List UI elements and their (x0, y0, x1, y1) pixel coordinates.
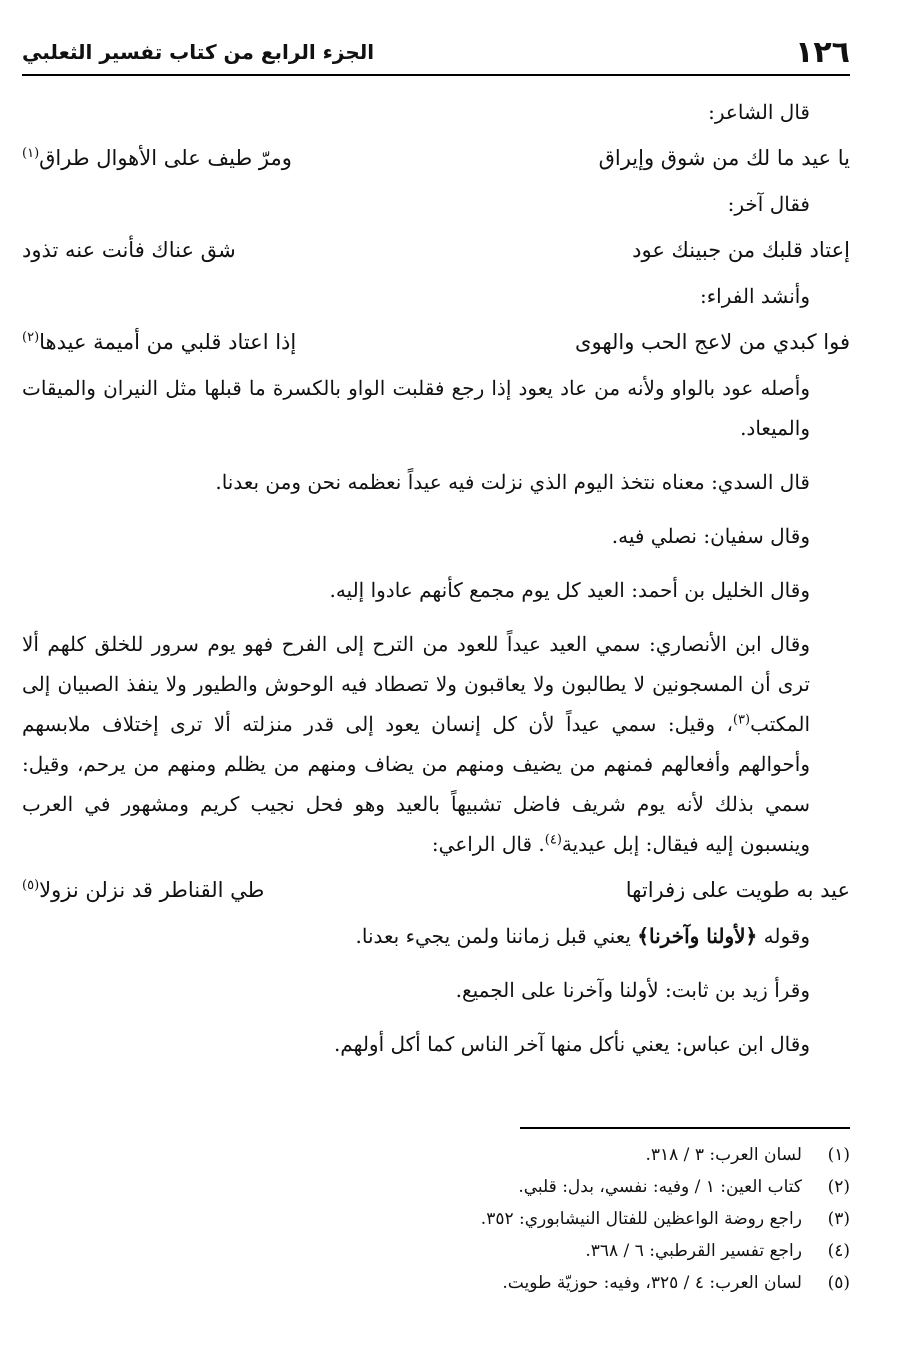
verse-intro: فقال آخر: (727, 192, 810, 216)
footnote-ref: (٥) (22, 878, 40, 893)
paragraph: وأصله عود بالواو ولأنه من عاد يعود إذا رجع فقلبت الواو بالكسرة ما قبلها مثل النيران والميقات والميعاد. (22, 376, 810, 440)
paragraph-text: وقوله (757, 924, 810, 948)
paragraph: وقال سفيان: نصلي فيه. (611, 524, 810, 548)
second-hemistich: شق عناك فأنت عنه تذود (22, 238, 236, 262)
footnote-item (22, 1139, 850, 1171)
paragraph-text: وقال ابن الأنصاري: سمي العيد عيداً للعود من الترح إلى الفرح فهو يوم سرور للخلق كلهم ألا ترى أن المسجونين لا يطالبون ولا يعاقبون ولا تصطاد فيه الوحوش والطيور ولا ينفذ الصبيان إلى المكتب (22, 632, 810, 736)
poetry-verse (22, 322, 850, 362)
hemistich-text: إذا اعتاد قلبي من أميمة عيدها (39, 330, 297, 354)
footnote-ref: (٢) (22, 330, 40, 345)
footnote-number: (٤) (827, 1241, 850, 1261)
footnote-item (22, 1267, 850, 1299)
paragraph-text: ، وقيل: سمي عيداً لأن كل إنسان يعود إلى قدر منزلته ألا ترى إختلاف ملابسهم وأحوالهم وأفعالهم فمنهم من يضيف ومنهم من يضاف ومنهم من يظلم ومنهم من يرحم، وقيل: سمي بذلك لأنه يوم شريف فاضل تشبيهاً بالعيد وهو فحل نجيب كريم ومشهور في العرب وينسبون إليه فيقال: إبل عيدية (22, 712, 811, 856)
paragraph (22, 624, 850, 864)
footnote-text: راجع روضة الواعظين للفتال النيشابوري: ٣٥٢. (480, 1209, 802, 1229)
first-hemistich: فوا كبدي من لاعج الحب والهوى (575, 330, 850, 354)
footnote-text: لسان العرب: ٣ / ٣١٨. (645, 1145, 802, 1165)
paragraph: قال السدي: معناه نتخذ اليوم الذي نزلت فيه عيداً نعظمه نحن ومن بعدنا. (215, 470, 810, 494)
first-hemistich: إعتاد قلبك من جبينك عود (632, 238, 850, 262)
poetry-verse (22, 870, 850, 910)
running-title: الجزء الرابع من كتاب تفسير الثعلبي (22, 40, 375, 64)
footnote-ref: (٣) (732, 712, 751, 728)
page-number: ١٢٦ (795, 34, 850, 70)
poetry-verse (22, 138, 850, 178)
paragraph-text: يعني قبل زماننا ولمن يجيء بعدنا. (355, 924, 638, 948)
footnote-divider (520, 1127, 850, 1129)
hemistich-text: طي القناطر قد نزلن نزولا (39, 878, 265, 902)
footnote-item (22, 1235, 850, 1267)
footnotes (22, 1139, 850, 1299)
footnote-text: كتاب العين: ١ / وفيه: نفسي، بدل: قلبي. (518, 1177, 802, 1197)
quran-quote: ﴿لأولنا وآخرنا﴾ (637, 924, 758, 948)
verse-intro: وأنشد الفراء: (700, 284, 810, 308)
footnote-number: (٣) (827, 1209, 850, 1229)
footnote-ref: (٤) (544, 832, 562, 848)
second-hemistich (22, 870, 264, 910)
footnote-number: (١) (827, 1145, 850, 1165)
first-hemistich: يا عيد ما لك من شوق وإيراق (598, 146, 850, 170)
first-hemistich: عيد به طويت على زفراتها (625, 878, 850, 902)
footnote-text: لسان العرب: ٤ / ٣٢٥، وفيه: حوزيّة طويت. (502, 1273, 802, 1293)
paragraph: وقرأ زيد بن ثابت: لأولنا وآخرنا على الجميع. (455, 978, 810, 1002)
page-body (22, 92, 850, 1064)
page-header (22, 30, 850, 76)
footnote-ref: (١) (22, 146, 40, 161)
paragraph-text: . قال الراعي: (431, 832, 545, 856)
hemistich-text: ومرّ طيف على الأهوال طراق (39, 146, 292, 170)
footnote-number: (٥) (827, 1273, 850, 1293)
footnote-item (22, 1171, 850, 1203)
paragraph: وقال الخليل بن أحمد: العيد كل يوم مجمع كأنهم عادوا إليه. (329, 578, 810, 602)
verse-intro: قال الشاعر: (708, 100, 810, 124)
paragraph (22, 916, 850, 956)
poetry-verse (22, 230, 850, 270)
second-hemistich (22, 138, 292, 178)
footnote-item (22, 1203, 850, 1235)
second-hemistich (22, 322, 296, 362)
paragraph: وقال ابن عباس: يعني نأكل منها آخر الناس كما أكل أولهم. (333, 1032, 810, 1056)
footnote-number: (٢) (827, 1177, 850, 1197)
footnote-text: راجع تفسير القرطبي: ٦ / ٣٦٨. (585, 1241, 802, 1261)
